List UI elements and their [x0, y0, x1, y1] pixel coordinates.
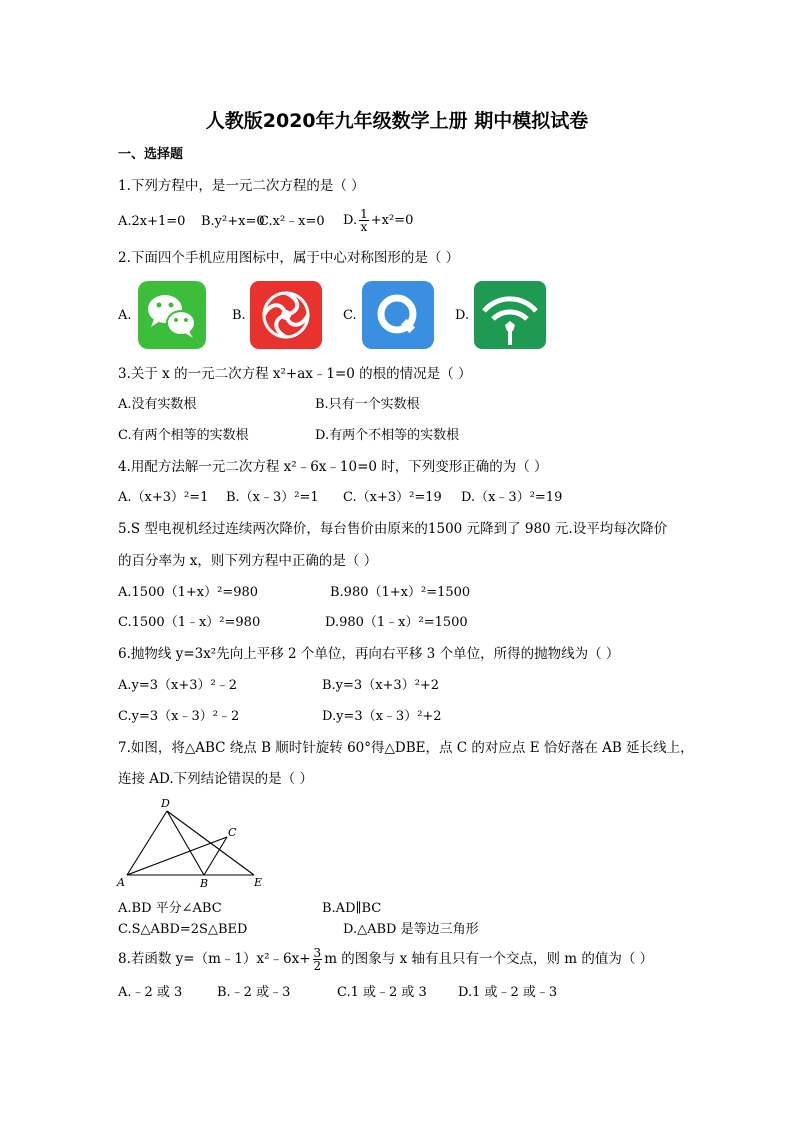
swirl-logo-icon [250, 281, 322, 353]
question-7-stem-line2: 连接 AD.下列结论错误的是（ ） [118, 771, 313, 787]
section-heading: 一、选择题 [118, 147, 184, 162]
figure-label-c: C [228, 826, 237, 839]
figure-label-d: D [161, 797, 170, 810]
q8-stem-post: m 的图象与 x 轴有且只有一个交点，则 m 的值为（ ） [324, 951, 654, 967]
figure-label-a: A [117, 876, 125, 889]
q1-option-a: A.2x+1=0 [118, 214, 186, 229]
q7-option-d: D.△ABD 是等边三角形 [343, 922, 479, 937]
q5-option-a: A.1500（1+x）²=980 [118, 585, 259, 600]
fraction-denominator: 2 [313, 959, 322, 973]
q4-option-b: B.（x﹣3）²=1 [226, 490, 319, 505]
q8-option-a: A.﹣2 或 3 [118, 985, 183, 1000]
q5-option-c: C.1500（1﹣x）²=980 [118, 615, 261, 630]
q3-option-a: A.没有实数根 [118, 397, 197, 412]
question-3-stem: 3.关于 x 的一元二次方程 x²+ax﹣1=0 的根的情况是（ ） [118, 366, 472, 382]
q8-option-d: D.1 或﹣2 或﹣3 [458, 985, 558, 1000]
q8-option-b: B.﹣2 或﹣3 [217, 985, 291, 1000]
q5-option-d: D.980（1﹣x）²=1500 [325, 615, 468, 630]
q1-option-c: C.x²﹣x=0 [259, 214, 325, 229]
figure-label-e: E [254, 876, 263, 889]
fraction-numerator: 1 [360, 207, 368, 221]
q1-option-d [343, 206, 413, 236]
q4-option-a: A.（x+3）²=1 [118, 490, 209, 505]
wechat-icon [138, 281, 206, 353]
q1-option-d-prefix: D. [343, 213, 358, 228]
q1-option-d-suffix: +x²=0 [370, 213, 414, 228]
fraction-numerator: 3 [313, 946, 322, 960]
question-1-stem: 1.下列方程中，是一元二次方程的是（ ） [118, 178, 365, 194]
q2-label-b: B. [232, 308, 246, 323]
q2-label-a: A. [118, 308, 132, 323]
q8-fraction [313, 947, 323, 972]
q6-option-a: A.y=3（x+3）²﹣2 [118, 678, 238, 693]
q6-option-c: C.y=3（x﹣3）²﹣2 [118, 709, 240, 724]
q2-label-c: C. [343, 308, 357, 323]
question-6-stem: 6.抛物线 y=3x²先向上平移 2 个单位，再向右平移 3 个单位，所得的抛物线为（ ） [118, 646, 620, 662]
q4-option-c: C.（x+3）²=19 [343, 490, 442, 505]
q2-label-d: D. [455, 308, 470, 323]
q3-option-d: D.有两个不相等的实数根 [315, 428, 460, 443]
question-5-stem-line1: 5.S 型电视机经过连续两次降价，每台售价由原来的1500 元降到了 980 元.设平均每次降价 [118, 521, 668, 537]
figure-label-b: B [200, 877, 209, 890]
q7-option-b: B.AD∥BC [322, 901, 382, 916]
question-8-stem [118, 944, 653, 974]
search-q-icon [362, 281, 434, 353]
q8-option-c: C.1 或﹣2 或 3 [337, 985, 427, 1000]
page-title: 人教版2020年九年级数学上册 期中模拟试卷 [205, 110, 589, 132]
q5-option-b: B.980（1+x）²=1500 [330, 585, 471, 600]
q3-option-b: B.只有一个实数根 [315, 397, 420, 412]
question-4-stem: 4.用配方法解一元二次方程 x²﹣6x﹣10=0 时，下列变形正确的为（ ） [118, 459, 548, 475]
fraction-denominator: x [360, 220, 368, 234]
question-2-stem: 2.下面四个手机应用图标中，属于中心对称图形的是（ ） [118, 250, 460, 266]
q6-option-d: D.y=3（x﹣3）²+2 [322, 709, 442, 724]
q4-option-d: D.（x﹣3）²=19 [461, 490, 563, 505]
q6-option-b: B.y=3（x+3）²+2 [322, 678, 440, 693]
triangle-rotation-figure [116, 795, 276, 895]
question-7-stem-line1: 7.如图，将△ABC 绕点 B 顺时针旋转 60°得△DBE，点 C 的对应点 E 恰好落在 AB 延长线上， [118, 740, 694, 756]
q1-option-b: B.y²+x=0 [201, 214, 265, 229]
q7-option-c: C.S△ABD=2S△BED [118, 922, 248, 937]
question-5-stem-line2: 的百分率为 x，则下列方程中正确的是（ ） [118, 553, 378, 569]
q8-stem-pre: 8.若函数 y=（m﹣1）x²﹣6x+ [118, 951, 311, 967]
q3-option-c: C.有两个相等的实数根 [118, 428, 249, 443]
wifi-signal-icon [474, 281, 546, 353]
q7-option-a: A.BD 平分∠ABC [118, 901, 222, 916]
q1-option-d-fraction [359, 208, 369, 233]
